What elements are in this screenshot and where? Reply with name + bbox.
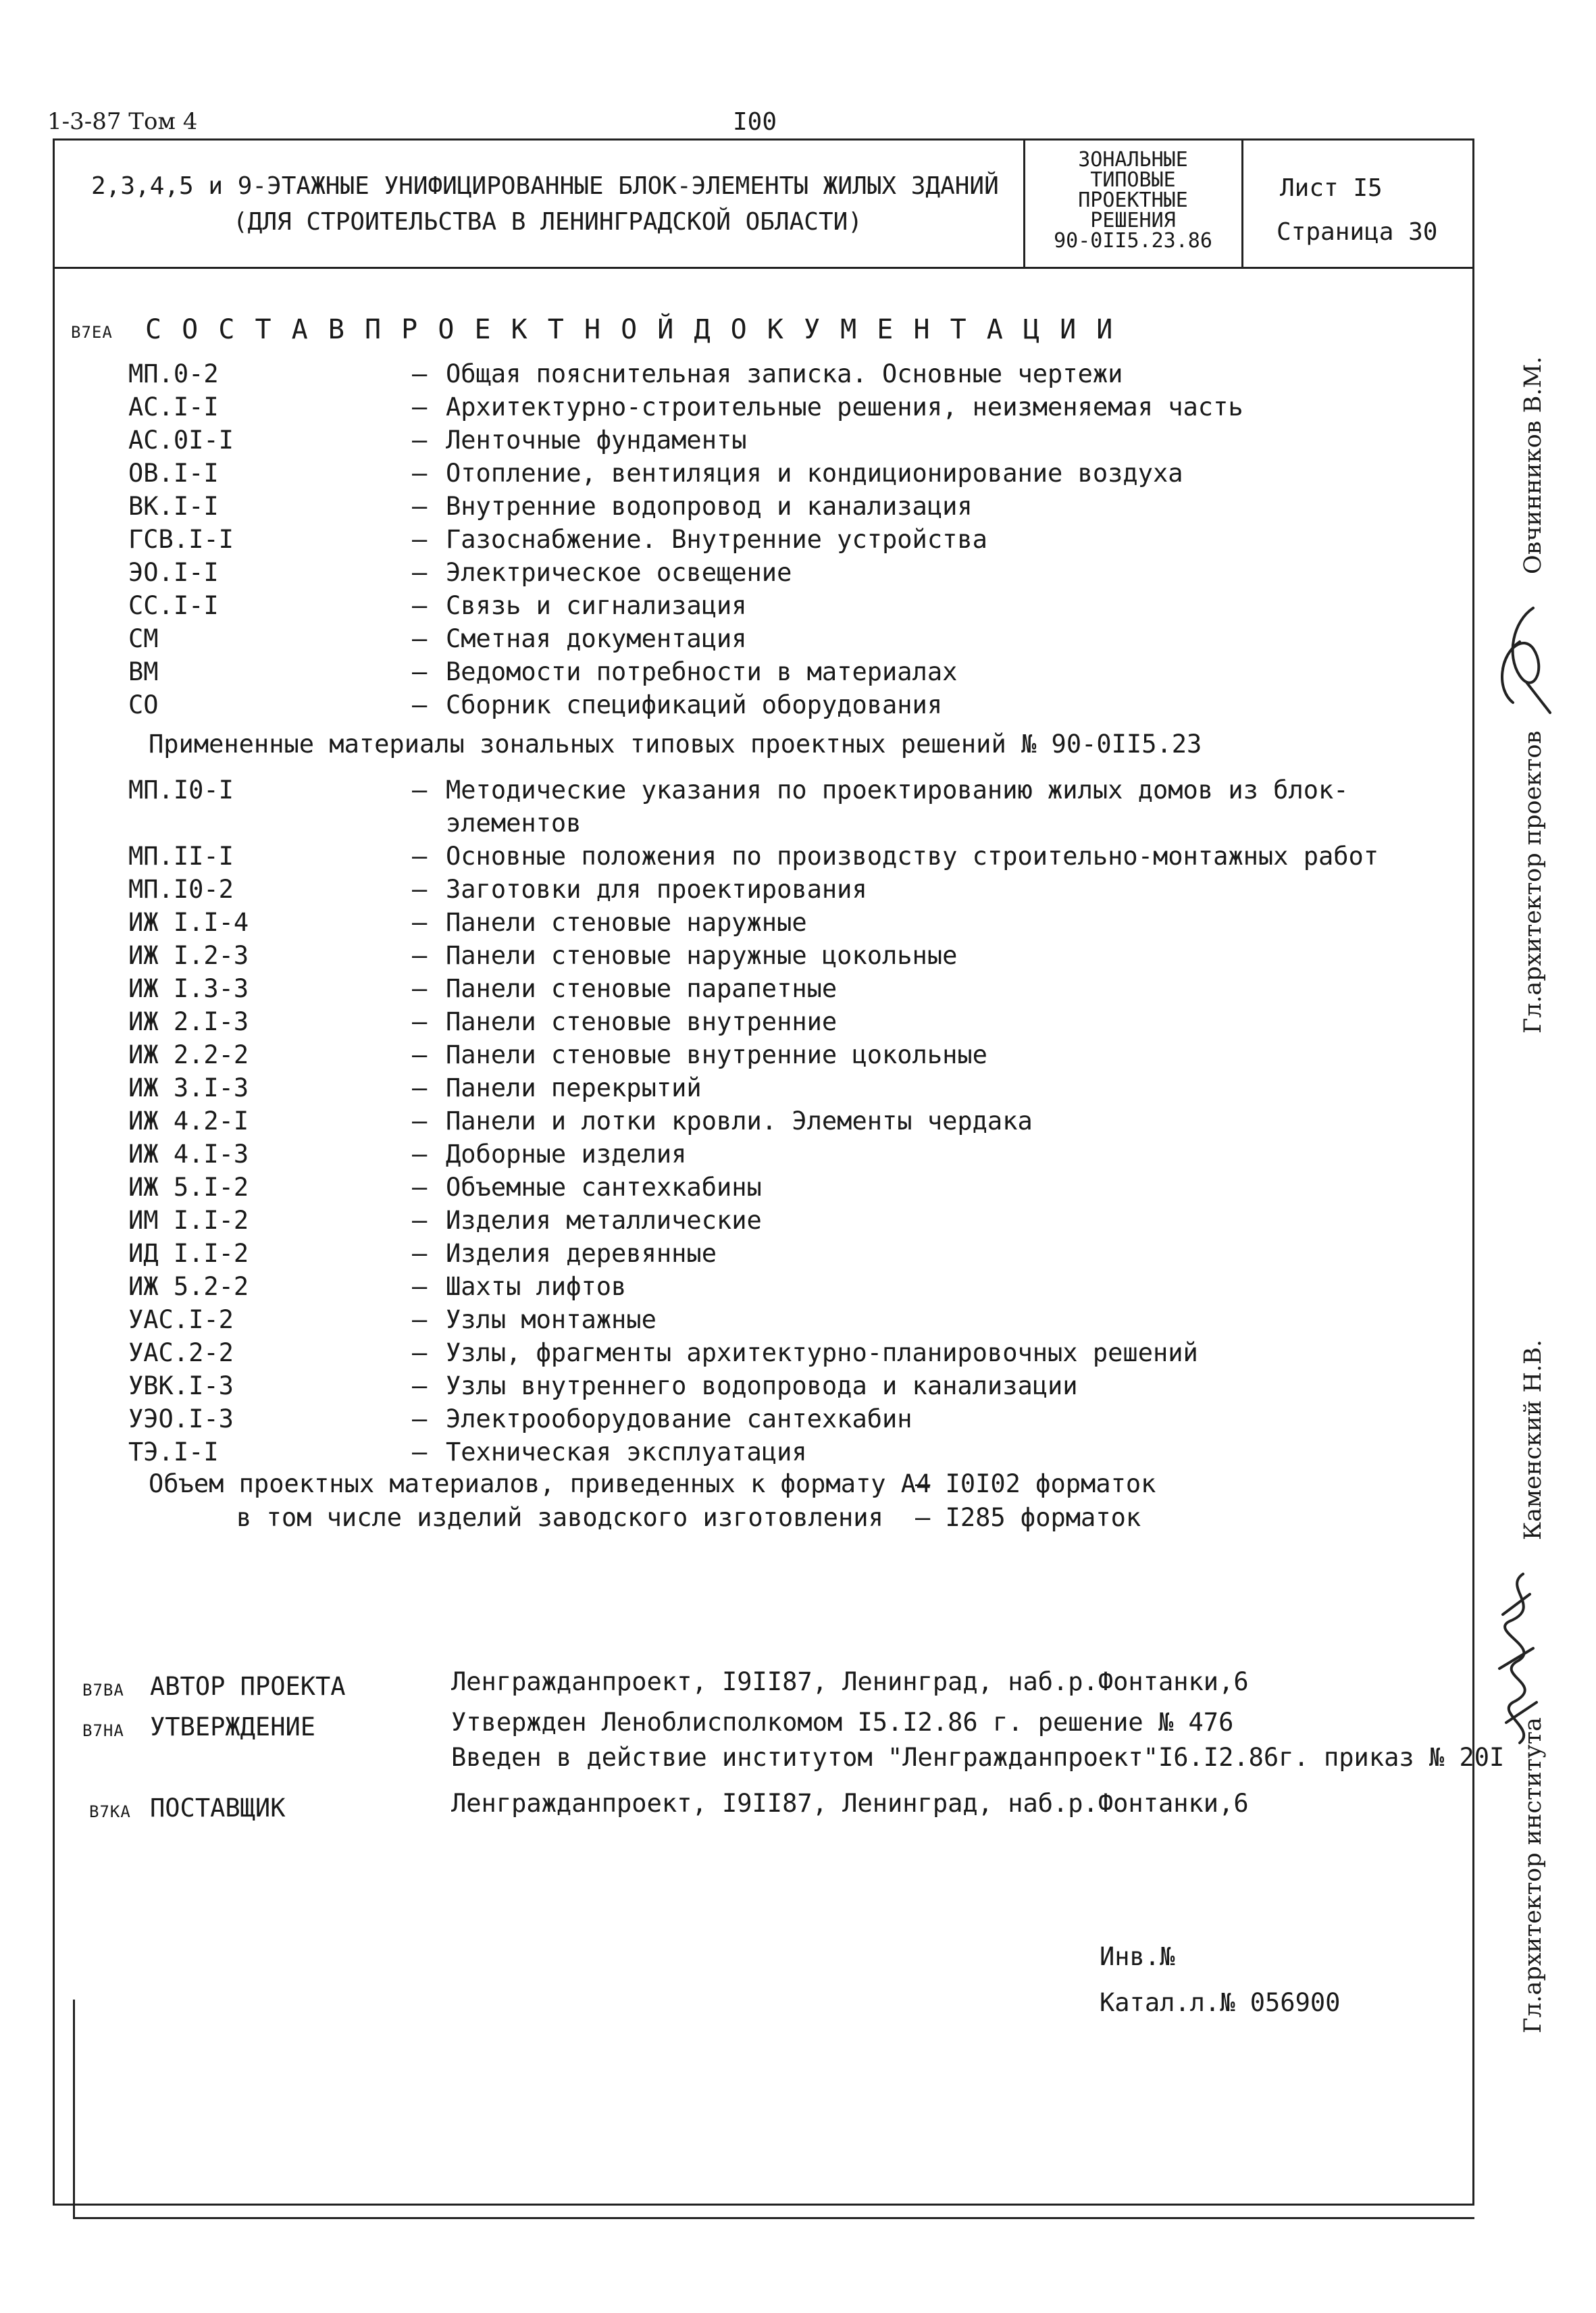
doc-item-dash: –: [412, 690, 428, 719]
applied-item-desc: Панели стеновые парапетные: [446, 974, 838, 1003]
side-bottom-role: Гл.архитектор института: [1520, 1717, 1547, 2033]
doc-item-desc: Газоснабжение. Внутренние устройства: [446, 525, 987, 554]
doc-item-dash: –: [412, 426, 428, 455]
applied-item-desc: Техническая эксплуатация: [446, 1438, 807, 1467]
approval-value-2: Введен в действие институтом "Ленгражданпроект"I6.I2.86г. приказ № 20I: [451, 1743, 1505, 1772]
applied-item-desc-continued: элементов: [446, 809, 582, 838]
approval-label: УТВЕРЖДЕНИЕ: [150, 1712, 316, 1742]
doc-item-dash: –: [412, 459, 428, 488]
page-label: Страница 30: [1277, 218, 1438, 246]
doc-item-desc: Внутренние водопровод и канализация: [446, 492, 973, 521]
document-title-line1: 2,3,4,5 и 9-ЭТАЖНЫЕ УНИФИЦИРОВАННЫЕ БЛОК-ЭЛЕМЕНТЫ ЖИЛЫХ ЗДАНИЙ: [91, 172, 999, 200]
applied-item-dash: –: [412, 1272, 428, 1301]
document-frame: [53, 138, 1474, 2206]
doc-item-code: ГСВ.I-I: [128, 525, 234, 554]
applied-item-desc: Узлы внутреннего водопровода и канализации: [446, 1371, 1078, 1400]
applied-item-dash: –: [412, 1040, 428, 1069]
applied-item-code: МП.I0-I: [128, 776, 234, 805]
applied-item-code: ИЖ I.I-4: [128, 908, 249, 937]
signature-bottom: [1483, 1567, 1564, 1770]
catalog-number: Катал.л.№ 056900: [1100, 1988, 1341, 2017]
approval-value-1: Утвержден Леноблисполкомом I5.I2.86 г. решение № 476: [451, 1708, 1234, 1737]
applied-item-dash: –: [412, 974, 428, 1003]
zonal-line-5: 90-0II5.23.86: [1054, 229, 1212, 253]
doc-item-dash: –: [412, 624, 428, 653]
applied-item-code: ИЖ I.2-3: [128, 941, 249, 970]
doc-item-code: АС.0I-I: [128, 426, 234, 455]
doc-item-code: АС.I-I: [128, 392, 219, 422]
applied-item-dash: –: [412, 908, 428, 937]
applied-item-dash: –: [412, 875, 428, 904]
applied-item-desc: Изделия деревянные: [446, 1239, 717, 1268]
volume-value-2: – I285 форматок: [915, 1503, 1141, 1532]
applied-item-desc: Панели стеновые наружные: [446, 908, 807, 937]
applied-item-desc: Электрооборудование сантехкабин: [446, 1404, 912, 1433]
zonal-line-3: ПРОЕКТНЫЕ: [1078, 188, 1188, 212]
page-number: I00: [733, 108, 777, 136]
zonal-line-2: ТИПОВЫЕ: [1090, 168, 1176, 192]
applied-item-code: ИЖ 2.2-2: [128, 1040, 249, 1069]
header-divider-2: [1241, 138, 1243, 268]
header-divider-1: [1023, 138, 1025, 268]
volume-value-1: – I0I02 форматок: [915, 1469, 1156, 1498]
applied-item-desc: Объемные сантехкабины: [446, 1173, 762, 1202]
zonal-line-1: ЗОНАЛЬНЫЕ: [1078, 148, 1188, 172]
doc-item-desc: Связь и сигнализация: [446, 591, 747, 620]
applied-item-desc: Панели стеновые внутренние: [446, 1007, 838, 1036]
applied-item-desc: Панели и лотки кровли. Элементы чердака: [446, 1107, 1033, 1136]
side-top-name: Овчинников В.М.: [1520, 356, 1547, 574]
approval-code: B7HA: [82, 1721, 124, 1740]
author-code: B7BA: [82, 1681, 124, 1700]
applied-item-dash: –: [412, 1338, 428, 1367]
applied-item-desc: Методические указания по проектированию жилых домов из блок-: [446, 776, 1349, 805]
applied-item-code: ИЖ I.3-3: [128, 974, 249, 1003]
applied-item-desc: Изделия металлические: [446, 1206, 762, 1235]
applied-item-dash: –: [412, 842, 428, 871]
applied-item-code: УАС.2-2: [128, 1338, 234, 1367]
author-value: Ленгражданпроект, I9II87, Ленинград, наб.р.Фонтанки,6: [451, 1667, 1249, 1696]
document-title-line2: (ДЛЯ СТРОИТЕЛЬСТВА В ЛЕНИНГРАДСКОЙ ОБЛАСТИ): [233, 208, 863, 236]
applied-item-code: ИЖ 5.2-2: [128, 1272, 249, 1301]
applied-item-dash: –: [412, 1371, 428, 1400]
applied-item-dash: –: [412, 1239, 428, 1268]
doc-item-dash: –: [412, 591, 428, 620]
author-label: АВТОР ПРОЕКТА: [150, 1672, 346, 1701]
header-bottom-rule: [53, 267, 1474, 269]
applied-item-code: ИЖ 4.2-I: [128, 1107, 249, 1136]
applied-item-code: МП.I0-2: [128, 875, 234, 904]
doc-item-code: СС.I-I: [128, 591, 219, 620]
side-top-role: Гл.архитектор проектов: [1520, 730, 1547, 1034]
doc-item-desc: Архитектурно-строительные решения, неизменяемая часть: [446, 392, 1243, 422]
side-bottom-name: Каменский Н.В.: [1520, 1340, 1547, 1540]
zonal-stamp: [1027, 150, 1239, 251]
doc-item-desc: Отопление, вентиляция и кондиционирование воздуха: [446, 459, 1183, 488]
applied-item-code: МП.II-I: [128, 842, 234, 871]
applied-item-code: ИЖ 4.I-3: [128, 1140, 249, 1169]
doc-item-code: ОВ.I-I: [128, 459, 219, 488]
doc-item-dash: –: [412, 657, 428, 686]
applied-item-dash: –: [412, 941, 428, 970]
applied-item-dash: –: [412, 1073, 428, 1102]
composition-code: B7EA: [71, 323, 113, 342]
doc-item-desc: Сборник спецификаций оборудования: [446, 690, 943, 719]
applied-item-code: УАС.I-2: [128, 1305, 234, 1334]
sheet-number: Лист I5: [1280, 174, 1383, 202]
applied-item-dash: –: [412, 1107, 428, 1136]
applied-item-desc: Панели стеновые наружные цокольные: [446, 941, 958, 970]
supplier-code: B7KA: [89, 1802, 131, 1821]
applied-item-desc: Доборные изделия: [446, 1140, 687, 1169]
doc-item-dash: –: [412, 558, 428, 587]
applied-item-code: ИЖ 2.I-3: [128, 1007, 249, 1036]
doc-item-desc: Общая пояснительная записка. Основные чертежи: [446, 359, 1123, 388]
applied-item-desc: Узлы, фрагменты архитектурно-планировочных решений: [446, 1338, 1198, 1367]
applied-item-dash: –: [412, 1140, 428, 1169]
applied-item-dash: –: [412, 776, 428, 805]
frame-bottom-rule: [73, 2217, 1474, 2219]
applied-item-dash: –: [412, 1007, 428, 1036]
doc-item-dash: –: [412, 392, 428, 422]
doc-item-code: СО: [128, 690, 159, 719]
doc-item-code: ВМ: [128, 657, 159, 686]
applied-item-desc: Узлы монтажные: [446, 1305, 657, 1334]
applied-item-desc: Шахты лифтов: [446, 1272, 627, 1301]
composition-heading: С О С Т А В П Р О Е К Т Н О Й Д О К У М Е Н Т А Ц И И: [145, 314, 1115, 345]
signature-top: [1486, 594, 1560, 730]
volume-label-1: Объем проектных материалов, приведенных к формату А4: [149, 1469, 931, 1498]
applied-item-dash: –: [412, 1404, 428, 1433]
doc-item-desc: Сметная документация: [446, 624, 747, 653]
applied-item-dash: –: [412, 1438, 428, 1467]
applied-item-dash: –: [412, 1206, 428, 1235]
doc-item-desc: Ленточные фундаменты: [446, 426, 747, 455]
applied-item-code: УВК.I-3: [128, 1371, 234, 1400]
inventory-number: Инв.№: [1100, 1942, 1175, 1971]
applied-item-desc: Панели стеновые внутренние цокольные: [446, 1040, 987, 1069]
applied-item-dash: –: [412, 1305, 428, 1334]
applied-item-desc: Панели перекрытий: [446, 1073, 702, 1102]
doc-item-code: ВК.I-I: [128, 492, 219, 521]
series-label: 1-3-87 Том 4: [47, 108, 198, 135]
applied-item-code: ТЭ.I-I: [128, 1438, 219, 1467]
doc-item-dash: –: [412, 525, 428, 554]
applied-item-dash: –: [412, 1173, 428, 1202]
doc-item-desc: Электрическое освещение: [446, 558, 792, 587]
doc-item-code: ЭО.I-I: [128, 558, 219, 587]
applied-item-desc: Основные положения по производству строительно-монтажных работ: [446, 842, 1379, 871]
applied-item-code: ИД I.I-2: [128, 1239, 249, 1268]
supplier-value: Ленгражданпроект, I9II87, Ленинград, наб.р.Фонтанки,6: [451, 1789, 1249, 1818]
applied-item-code: ИЖ 5.I-2: [128, 1173, 249, 1202]
doc-item-code: СМ: [128, 624, 159, 653]
volume-label-2: в том числе изделий заводского изготовления: [236, 1503, 883, 1532]
doc-item-code: МП.0-2: [128, 359, 219, 388]
doc-item-dash: –: [412, 359, 428, 388]
supplier-label: ПОСТАВЩИК: [150, 1794, 286, 1823]
applied-materials-heading: Примененные материалы зональных типовых проектных решений № 90-0II5.23: [149, 730, 1202, 759]
applied-item-desc: Заготовки для проектирования: [446, 875, 867, 904]
applied-item-code: ИЖ 3.I-3: [128, 1073, 249, 1102]
doc-item-dash: –: [412, 492, 428, 521]
zonal-line-4: РЕШЕНИЯ: [1090, 209, 1176, 232]
applied-item-code: УЭО.I-3: [128, 1404, 234, 1433]
applied-item-code: ИМ I.I-2: [128, 1206, 249, 1235]
doc-item-desc: Ведомости потребности в материалах: [446, 657, 958, 686]
frame-left-rule: [73, 2000, 75, 2219]
